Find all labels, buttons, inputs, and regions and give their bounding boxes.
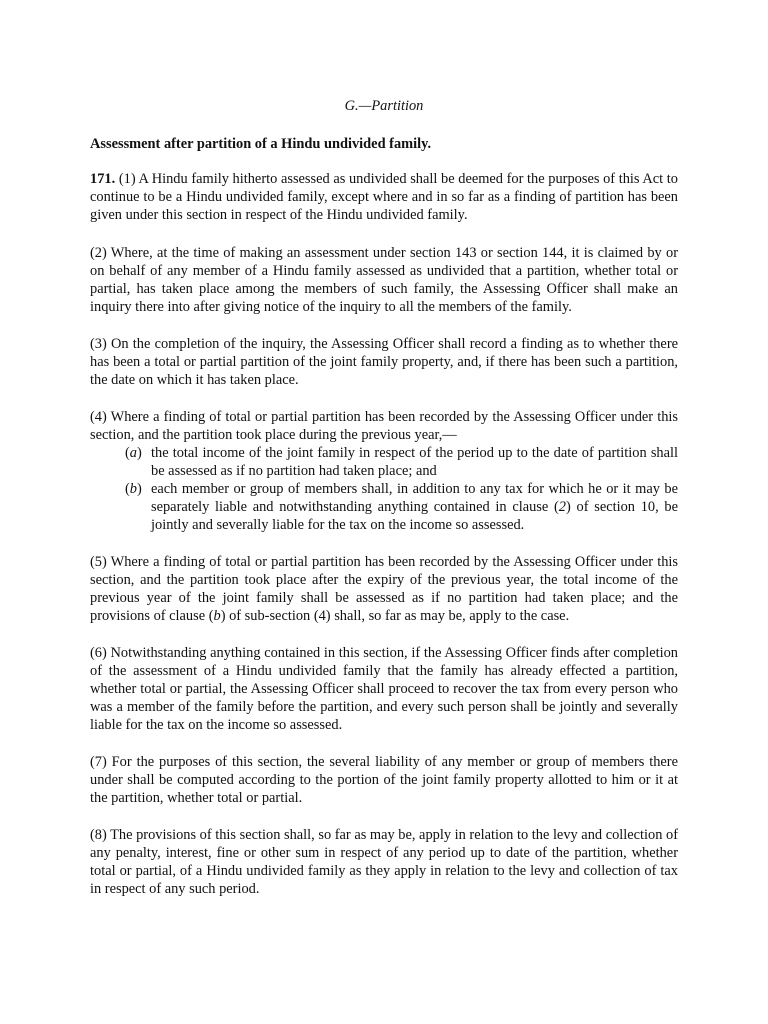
clause-a-text: the total income of the joint family in respect of the period up to the date of partition shall be assessed as if no partition had taken place; and (151, 445, 678, 479)
section-number: 171. (90, 171, 116, 187)
subsection-7: (7) For the purposes of this section, the several liability of any member or group of members there under shall be computed according to the portion of the joint family property allotted to him or it at the partition, whether total or partial. (90, 754, 678, 806)
subsection-6: (6) Notwithstanding anything contained in this section, if the Assessing Officer finds after completion of the assessment of a Hindu undivided family that the family has already effected a partition, whether total or partial, the Assessing Officer shall proceed to recover the tax from every person who was a member of the family before the partition, and every such person shall be jointly and severally liable for the tax on the income so assessed. (90, 645, 678, 733)
clause-b-text: each member or group of members shall, in addition to any tax for which he or it may be separately liable and notwithstanding anything contained in clause (2) of section 10, be jointly and severally liable for the tax on the income so assessed. (151, 481, 678, 533)
section-title: Assessment after partition of a Hindu undivided family. (90, 136, 432, 152)
clause-a-label: (a) (125, 445, 142, 461)
subsection-8: (8) The provisions of this section shall, so far as may be, apply in relation to the levy and collection of any penalty, interest, fine or other sum in respect of any period up to date of the partition, whether total or partial, of a Hindu undivided family as they apply in relation to the levy and collection of tax in respect of any such period. (90, 827, 679, 897)
subsection-1-text: (1) A Hindu family hitherto assessed as undivided shall be deemed for the purposes of this Act to continue to be a Hindu undivided family, except where and in so far as a finding of partition has been given under this section in respect of the Hindu undivided family. (90, 171, 678, 223)
document-body (90, 97, 678, 917)
clause-a (90, 444, 678, 480)
clause-b-label: (b) (125, 481, 142, 497)
subsection-4 (90, 408, 678, 534)
clause-b (90, 480, 678, 534)
subsection-1 (90, 170, 678, 224)
clause-list (90, 444, 678, 534)
subsection-3: (3) On the completion of the inquiry, the Assessing Officer shall record a finding as to whether there has been a total or partial partition of the joint family property, and, if there has been such a partition, the date on which it has taken place. (90, 336, 678, 388)
subsection-4-intro: (4) Where a finding of total or partial partition has been recorded by the Assessing Officer under this section, and the partition took place during the previous year,— (90, 409, 678, 443)
chapter-heading: G.—Partition (344, 98, 424, 114)
subsection-2: (2) Where, at the time of making an assessment under section 143 or section 144, it is claimed by or on behalf of any member of a Hindu family assessed as undivided that a partition, whether total or partial, has taken place among the members of such family, the Assessing Officer shall make an inquiry there into after giving notice of the inquiry to all the members of the family. (90, 245, 678, 315)
subsection-5: (5) Where a finding of total or partial partition has been recorded by the Assessing Officer under this section, and the partition took place after the expiry of the previous year, the total income of the previous year of the joint family shall be assessed as if no partition had taken place; and the provisions of clause (b) of sub-section (4) shall, so far as may be, apply to the case. (90, 554, 678, 624)
